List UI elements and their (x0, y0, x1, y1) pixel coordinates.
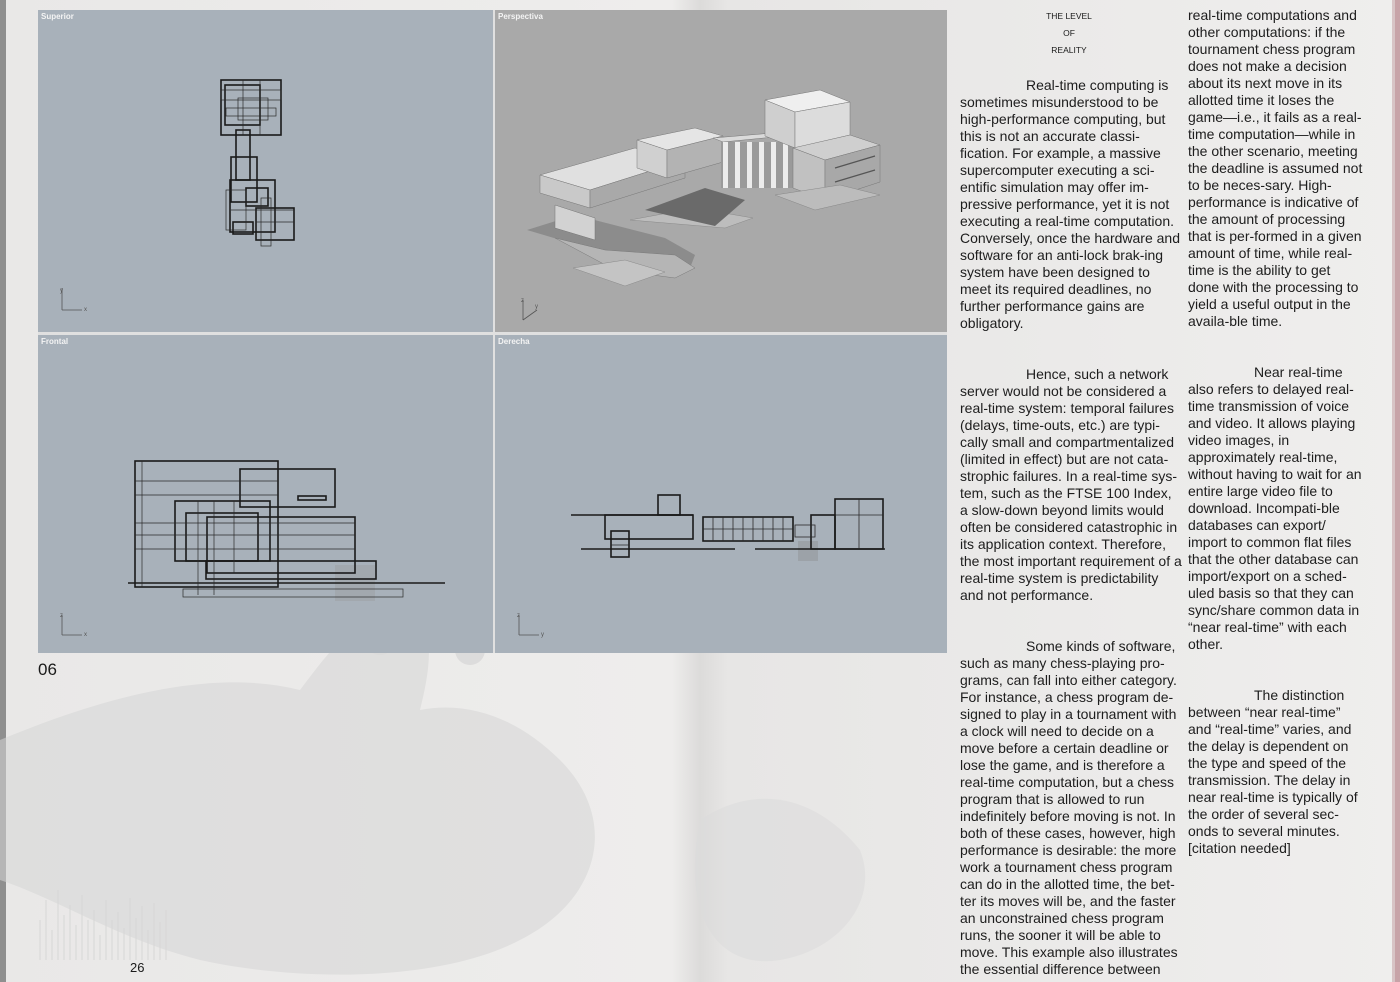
svg-text:y: y (60, 288, 63, 294)
viewport-front-label: Frontal (41, 337, 69, 346)
paragraph: The distinction between “near real-time” and “real-time” varies, and the delay is dependent on the type and speed of the transmission. The delay in near real-time is typically of the order of several sec-onds to several minutes. [citation needed] (1188, 687, 1358, 856)
heading-line-1: THE LEVEL (1046, 11, 1092, 21)
paragraph: Near real-time also refers to delayed real-time transmission of voice and video. It allows playing video images, in approximately real-time, without having to wait for an entire large video file to download. Incompati-ble databases can export/ import to common flat files that the other database can import/export on a sched-uled basis so that they can sync/share common data in “near real-time” with each other. (1188, 364, 1362, 652)
viewport-top[interactable] (38, 10, 493, 332)
svg-text:z: z (60, 613, 63, 619)
svg-text:x: x (84, 307, 87, 313)
figure-number: 06 (38, 660, 57, 679)
text-column-left (960, 77, 1182, 978)
paragraph: Real-time computing is sometimes misunderstood to be high-performance computing, but this is not an accurate classi-fication. For example, a massive supercomputer executing a sci-entific simulation may offer im-pressive performance, yet it is not executing a real-time computation. Conversely, once the hardware and software for an anti-lock brak-ing system have been designed to meet its required deadlines, no further performance gains are obligatory. (960, 77, 1180, 331)
heading-line-2: OF (1063, 28, 1075, 38)
paragraph: Some kinds of software, such as many chess-playing pro-grams, can fall into either category. For instance, a chess program de-signed to play in a tournament with a clock will need to decide on a move before a certain deadline or lose the game, and is therefore a real-time computation, but a chess program that is allowed to run indefinitely before moving is not. In both of these cases, however, high performance is desirable: the more work a tournament chess program can do in the allotted time, the bet-ter its moves will be, and the faster an unconstrained chess program runs, the sooner it will be able to move. This example also illustrates the essential difference between (960, 638, 1178, 977)
viewport-right-label: Derecha (498, 337, 530, 346)
svg-text:y: y (541, 632, 544, 638)
viewport-perspective[interactable] (495, 10, 947, 332)
svg-text:z: z (517, 613, 520, 619)
viewport-top-label: Superior (41, 12, 74, 21)
paragraph: Hence, such a network server would not be considered a real-time system: temporal failures (delays, time-outs, etc.) are typi-cally small and compartmentalized (limited in effect) but are not cata-strophic failures. In a real-time sys-tem, such as the FTSE 100 Index, a slow-down beyond limits would often be considered catastrophic in its application context. Therefore, the most important requirement of a real-time system is predictability and not performance. (960, 366, 1182, 603)
svg-text:z: z (521, 298, 524, 304)
heading-line-3: REALITY (1051, 45, 1087, 55)
front-view-elevation-drawing (38, 335, 493, 653)
viewport-front[interactable] (38, 335, 493, 653)
section-heading (1040, 8, 1098, 59)
right-view-elevation-drawing (495, 335, 947, 653)
viewport-perspective-label: Perspectiva (498, 12, 543, 21)
viewport-right[interactable] (495, 335, 947, 653)
page-number: 26 (130, 960, 145, 975)
perspective-3d-model (495, 10, 947, 332)
paragraph: real-time computations and other computations: if the tournament chess program does not make a decision about its next move in its allotted time it loses the game—i.e., it fails as a real-time computation—while in the other scenario, meeting the deadline is assumed not to be neces-sary. High-performance is indicative of the amount of processing that is per-formed in a given amount of time, while real-time is the ability to get done with the processing to yield a useful output in the availa-ble time. (1188, 7, 1363, 329)
top-view-plan-drawing (38, 10, 493, 332)
text-column-right (1188, 7, 1364, 857)
svg-text:y: y (535, 304, 538, 310)
cad-viewport-grid (38, 10, 947, 653)
svg-text:x: x (84, 632, 87, 638)
